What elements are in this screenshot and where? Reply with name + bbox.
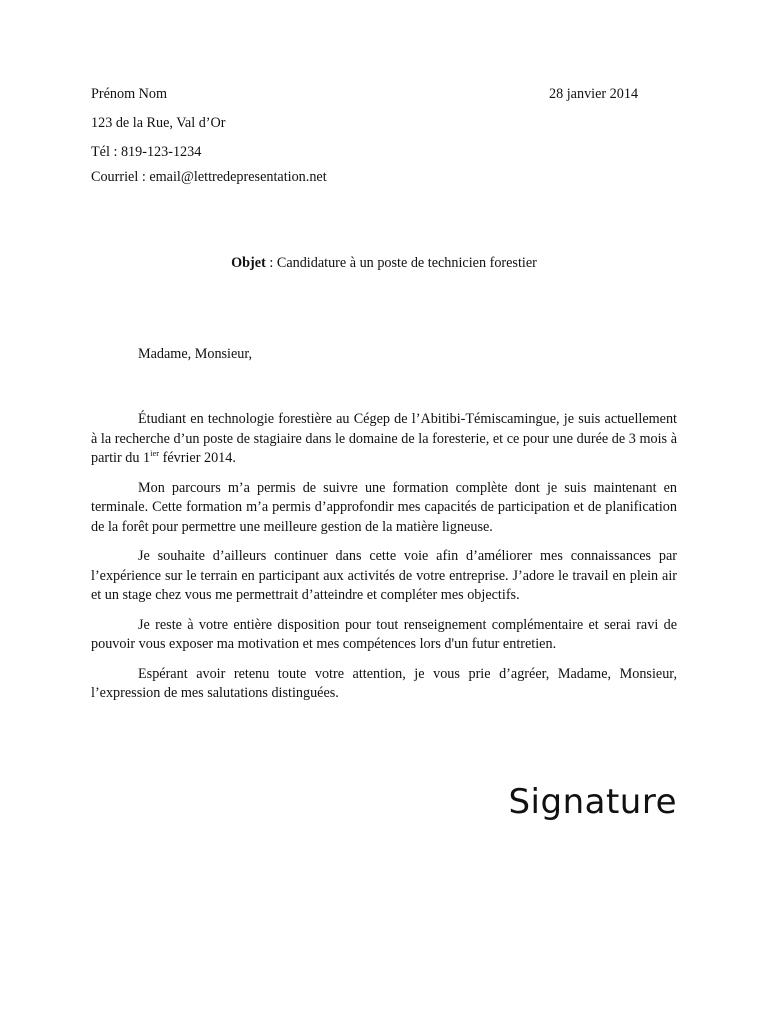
sender-name: Prénom Nom — [91, 86, 168, 102]
sender-phone: Tél : 819-123-1234 — [91, 144, 202, 160]
sender-address: 123 de la Rue, Val d’Or — [91, 115, 226, 131]
paragraph-1-text: Étudiant en technologie forestière au Cégep de l’Abitibi-Témiscamingue, je suis actuellement à la recherche d’un poste de stagiaire dans le domaine de la foresterie, et ce pour une durée de 3 mois à partir du 1 — [91, 411, 677, 466]
sender-email: Courriel : email@lettredepresentation.net — [91, 169, 327, 185]
body-paragraph-3: Je souhaite d’ailleurs continuer dans cette voie afin d’améliorer mes connaissances par l’expérience sur le terrain en participant aux activités de votre entreprise. J’adore le travail en plein air et un stage chez vous me permettrait d’atteindre et compléter mes objectifs. — [91, 548, 677, 603]
subject-line — [0, 255, 768, 272]
signature: Signature — [508, 782, 677, 822]
subject-text: Candidature à un poste de technicien forestier — [276, 255, 537, 271]
letter-body — [91, 410, 677, 714]
paragraph-1-end: février 2014. — [159, 450, 236, 466]
ordinal-superscript: ier — [150, 448, 160, 458]
salutation: Madame, Monsieur, — [138, 346, 253, 362]
body-paragraph-1 — [91, 410, 677, 469]
letter-date: 28 janvier 2014 — [549, 86, 639, 102]
subject-label: Objet — [231, 255, 266, 271]
body-paragraph-4: Je reste à votre entière disposition pour tout renseignement complémentaire et serai ravi de pouvoir vous exposer ma motivation et mes compétences lors d'un futur entretien. — [91, 616, 677, 652]
body-paragraph-5: Espérant avoir retenu toute votre attention, je vous prie d’agréer, Madame, Monsieur, l’expression de mes salutations distinguées. — [91, 665, 677, 701]
body-paragraph-2: Mon parcours m’a permis de suivre une formation complète dont je suis maintenant en terminale. Cette formation m’a permis d’approfondir mes capacités de participation et de planification de la forêt pour permettre une meilleure gestion de la matière ligneuse. — [91, 479, 677, 535]
subject-separator: : — [265, 255, 277, 271]
